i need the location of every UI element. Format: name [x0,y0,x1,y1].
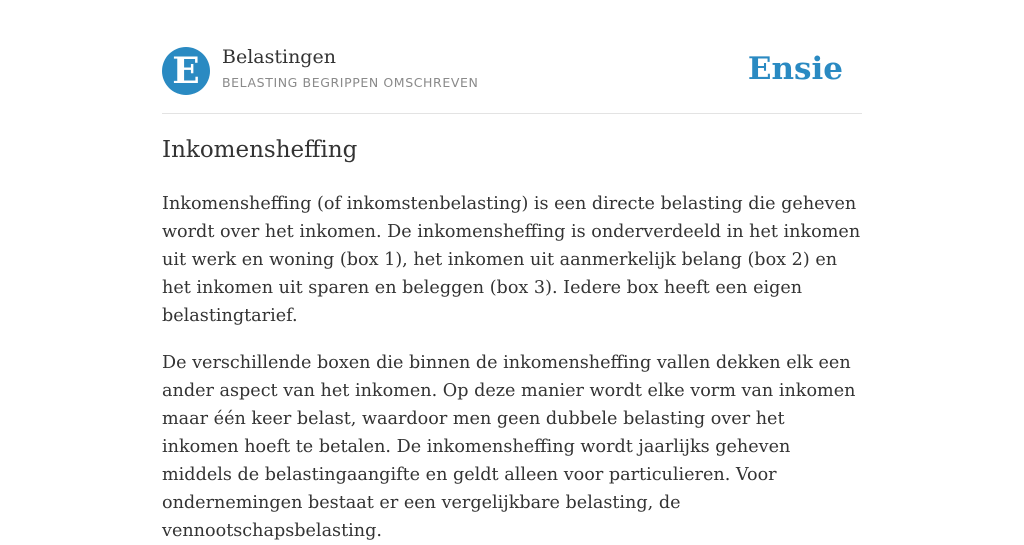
article-title: Inkomensheffing [162,137,358,163]
article-paragraph: Inkomensheffing (of inkomstenbelasting) is een directe belasting die geheven wordt over het inkomen. De inkomensheffing is onderverdeeld in het inkomen uit werk en woning (box 1), het inkomen uit aanmerkelijk belang (box 2) en het inkomen uit sparen en beleggen (box 3). Iedere box heeft een eigen belastingtarief. [162,194,861,326]
site-title[interactable]: Belastingen [222,46,336,68]
header-divider [162,113,862,114]
brand-logo[interactable]: Ensie [747,51,843,87]
header [162,46,862,96]
site-logo[interactable]: E [162,47,210,95]
site-subtitle: BELASTING BEGRIPPEN OMSCHREVEN [222,75,479,90]
article-paragraph: De verschillende boxen die binnen de inkomensheffing vallen dekken elk een ander aspect van het inkomen. Op deze manier wordt elke vorm van inkomen maar één keer belast, waardoor men geen dubbele belasting over het inkomen hoeft te betalen. De inkomensheffing wordt jaarlijks geheven middels de belastingaangifte en geldt alleen voor particulieren. Voor ondernemingen bestaat er een vergelijkbare belasting, de vennootschapsbelasting. [162,353,856,541]
